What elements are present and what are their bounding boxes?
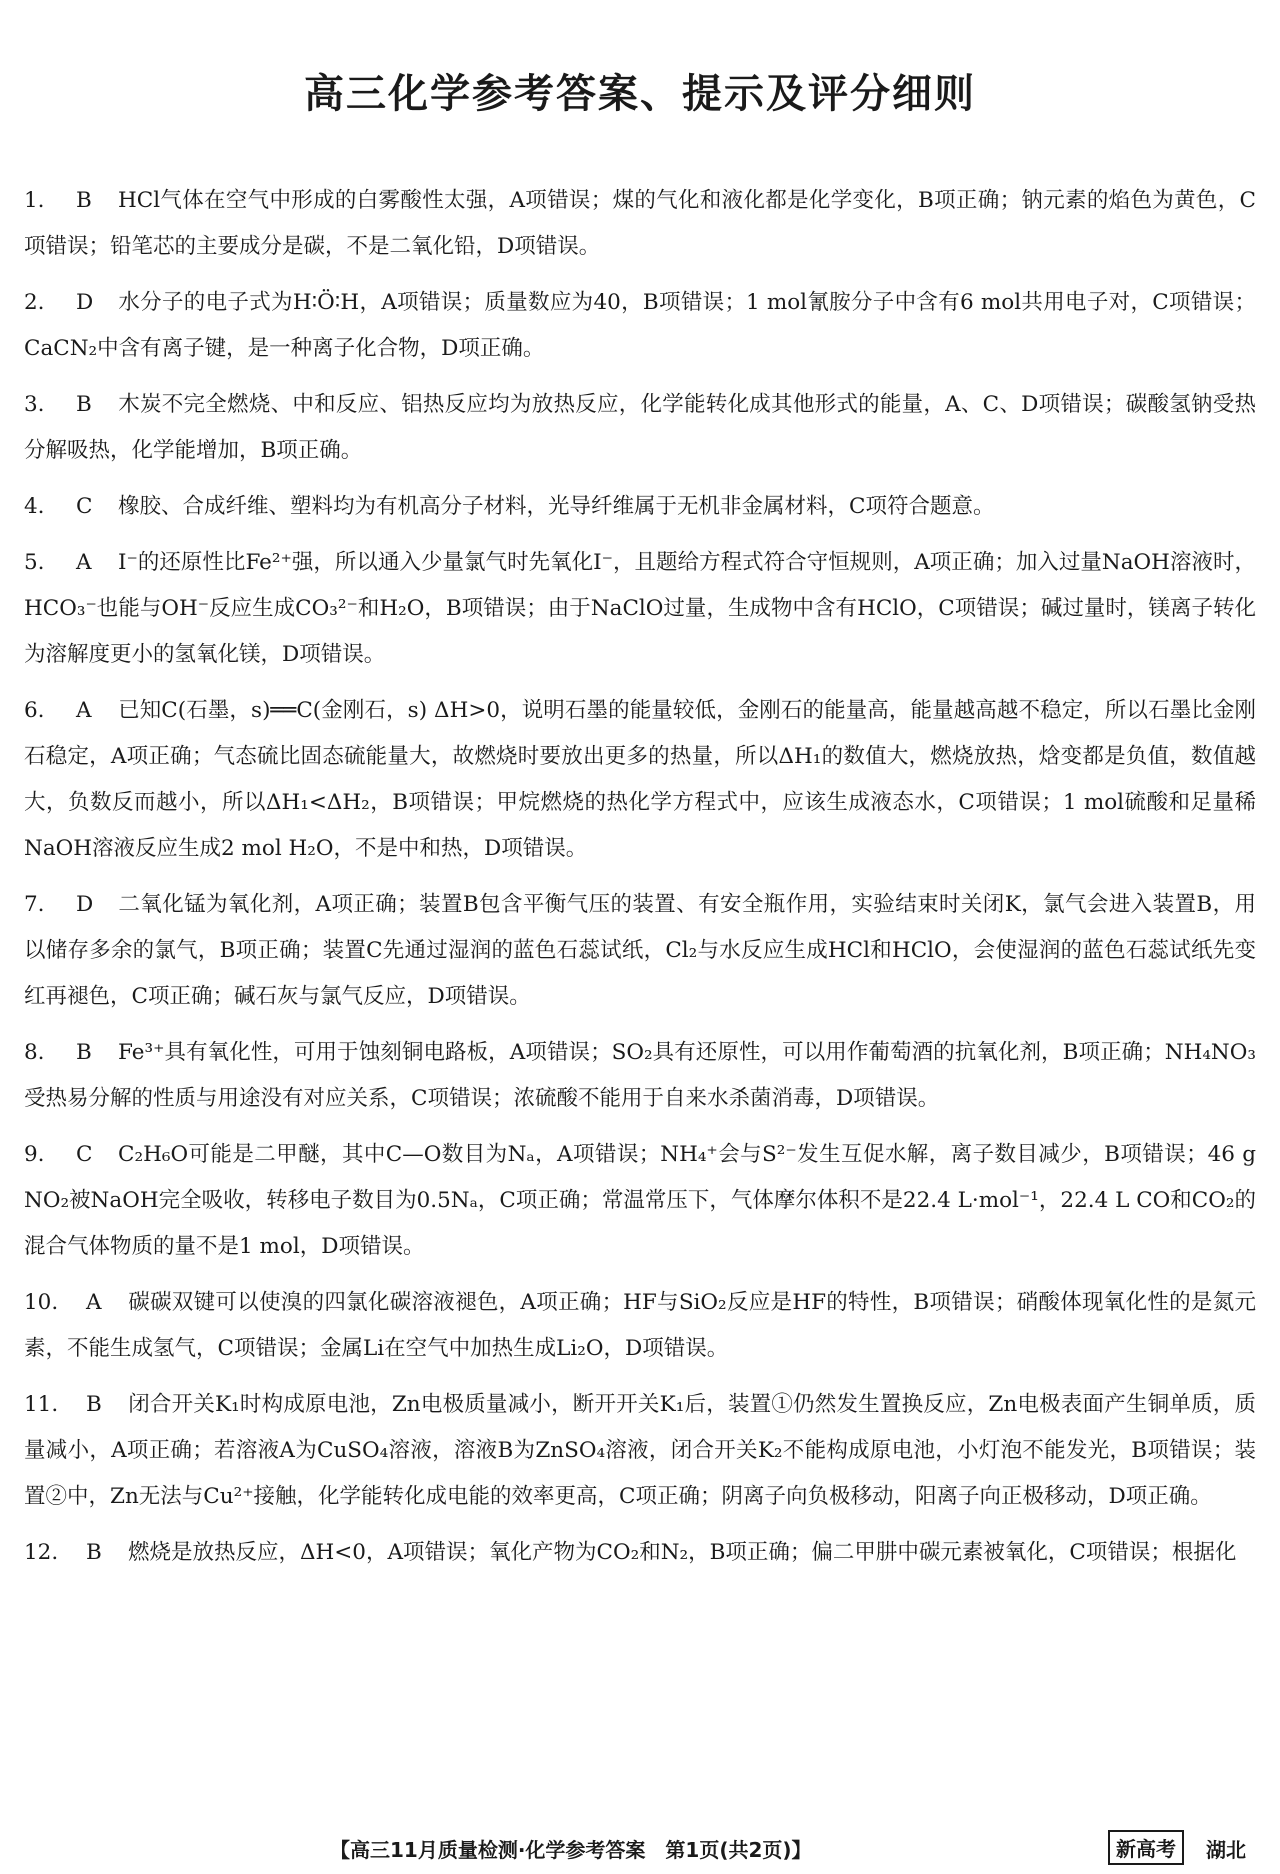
answer-item: [24, 1280, 1256, 1372]
region-label: 湖北: [1206, 1838, 1246, 1862]
item-answer: B: [86, 1392, 102, 1417]
item-explanation: I⁻的还原性比Fe²⁺强，所以通入少量氯气时先氧化I⁻，且题给方程式符合守恒规则，A项正确；加入过量NaOH溶液时，HCO₃⁻也能与OH⁻反应生成CO₃²⁻和H₂O，B项错误；由于NaClO过量，生成物中含有HClO，C项错误；碱过量时，镁离子转化为溶解度更小的氢氧化镁，D项错误。: [24, 550, 1256, 667]
item-answer: D: [76, 892, 94, 917]
item-number: 6.: [24, 698, 45, 723]
answer-item: [24, 882, 1256, 1020]
item-explanation: 闭合开关K₁时构成原电池，Zn电极质量减小，断开开关K₁后，装置①仍然发生置换反应，Zn电极表面产生铜单质，质量减小，A项正确；若溶液A为CuSO₄溶液，溶液B为ZnSO₄溶液，闭合开关K₂不能构成原电池，小灯泡不能发光，B项错误；装置②中，Zn无法与Cu²⁺接触，化学能转化成电能的效率更高，C项正确；阴离子向负极移动，阳离子向正极移动，D项正确。: [24, 1392, 1256, 1509]
item-number: 5.: [24, 550, 45, 575]
answer-item: [24, 1382, 1256, 1520]
item-explanation: Fe³⁺具有氧化性，可用于蚀刻铜电路板，A项错误；SO₂具有还原性，可以用作葡萄酒的抗氧化剂，B项正确；NH₄NO₃受热易分解的性质与用途没有对应关系，C项错误；浓硫酸不能用于自来水杀菌消毒，D项错误。: [24, 1040, 1256, 1111]
item-explanation: C₂H₆O可能是二甲醚，其中C—O数目为Nₐ，A项错误；NH₄⁺会与S²⁻发生互促水解，离子数目减少，B项错误；46 g NO₂被NaOH完全吸收，转移电子数目为0.5Nₐ，C项正确；常温常压下，气体摩尔体积不是22.4 L·mol⁻¹，22.4 L CO和CO₂的混合气体物质的量不是1 mol，D项错误。: [24, 1142, 1256, 1259]
page-footer: [0, 1826, 1280, 1866]
item-answer: B: [86, 1540, 102, 1565]
item-answer: B: [76, 188, 92, 213]
item-answer: A: [76, 698, 92, 723]
item-number: 2.: [24, 290, 45, 315]
footer-caption: 【高三11月质量检测·化学参考答案 第1页(共2页)】: [330, 1838, 812, 1862]
item-answer: A: [86, 1290, 102, 1315]
item-explanation: 碳碳双键可以使溴的四氯化碳溶液褪色，A项正确；HF与SiO₂反应是HF的特性，B项错误；硝酸体现氧化性的是氮元素，不能生成氢气，C项错误；金属Li在空气中加热生成Li₂O，D项错误。: [24, 1290, 1256, 1361]
item-explanation: 二氧化锰为氧化剂，A项正确；装置B包含平衡气压的装置、有安全瓶作用，实验结束时关闭K，氯气会进入装置B，用以储存多余的氯气，B项正确；装置C先通过湿润的蓝色石蕊试纸，Cl₂与水反应生成HCl和HClO，会使湿润的蓝色石蕊试纸先变红再褪色，C项正确；碱石灰与氯气反应，D项错误。: [24, 892, 1256, 1009]
item-explanation: 已知C(石墨，s)══C(金刚石，s) ΔH>0，说明石墨的能量较低，金刚石的能量高，能量越高越不稳定，所以石墨比金刚石稳定，A项正确；气态硫比固态硫能量大，故燃烧时要放出更多的热量，所以ΔH₁的数值大，燃烧放热，焓变都是负值，数值越大，负数反而越小，所以ΔH₁<ΔH₂，B项错误；甲烷燃烧的热化学方程式中，应该生成液态水，C项错误；1 mol硫酸和足量稀NaOH溶液反应生成2 mol H₂O，不是中和热，D项错误。: [24, 698, 1256, 861]
answer-item: [24, 1530, 1256, 1576]
exam-type-badge: 新高考: [1108, 1830, 1184, 1865]
item-number: 11.: [24, 1392, 59, 1417]
answer-item: [24, 1030, 1256, 1122]
item-number: 1.: [24, 188, 45, 213]
page-title: 高三化学参考答案、提示及评分细则: [304, 71, 976, 117]
item-answer: C: [76, 494, 93, 519]
item-number: 12.: [24, 1540, 59, 1565]
answer-item: [24, 688, 1256, 872]
item-number: 4.: [24, 494, 45, 519]
item-explanation: 橡胶、合成纤维、塑料均为有机高分子材料，光导纤维属于无机非金属材料，C项符合题意。: [118, 494, 995, 519]
answer-item: [24, 540, 1256, 678]
answer-item: [24, 484, 1256, 530]
answer-item: [24, 1132, 1256, 1270]
item-explanation: 木炭不完全燃烧、中和反应、铝热反应均为放热反应，化学能转化成其他形式的能量，A、C、D项错误；碳酸氢钠受热分解吸热，化学能增加，B项正确。: [24, 392, 1256, 463]
item-number: 3.: [24, 392, 45, 417]
answer-item: [24, 178, 1256, 270]
item-number: 10.: [24, 1290, 59, 1315]
item-number: 9.: [24, 1142, 45, 1167]
answer-list: [24, 178, 1256, 1586]
item-explanation: HCl气体在空气中形成的白雾酸性太强，A项错误；煤的气化和液化都是化学变化，B项正确；钠元素的焰色为黄色，C项错误；铅笔芯的主要成分是碳，不是二氧化铅，D项错误。: [24, 188, 1256, 259]
item-answer: A: [76, 550, 92, 575]
item-answer: D: [76, 290, 94, 315]
answer-item: [24, 382, 1256, 474]
item-explanation: 水分子的电子式为H∶Ö∶H，A项错误；质量数应为40，B项错误；1 mol氰胺分子中含有6 mol共用电子对，C项错误；CaCN₂中含有离子键，是一种离子化合物，D项正确。: [24, 290, 1256, 361]
item-number: 7.: [24, 892, 45, 917]
answer-item: [24, 280, 1256, 372]
item-answer: B: [76, 392, 92, 417]
item-answer: C: [76, 1142, 93, 1167]
item-number: 8.: [24, 1040, 45, 1065]
item-explanation: 燃烧是放热反应，ΔH<0，A项错误；氧化产物为CO₂和N₂，B项正确；偏二甲肼中碳元素被氧化，C项错误；根据化: [128, 1540, 1237, 1565]
item-answer: B: [76, 1040, 92, 1065]
